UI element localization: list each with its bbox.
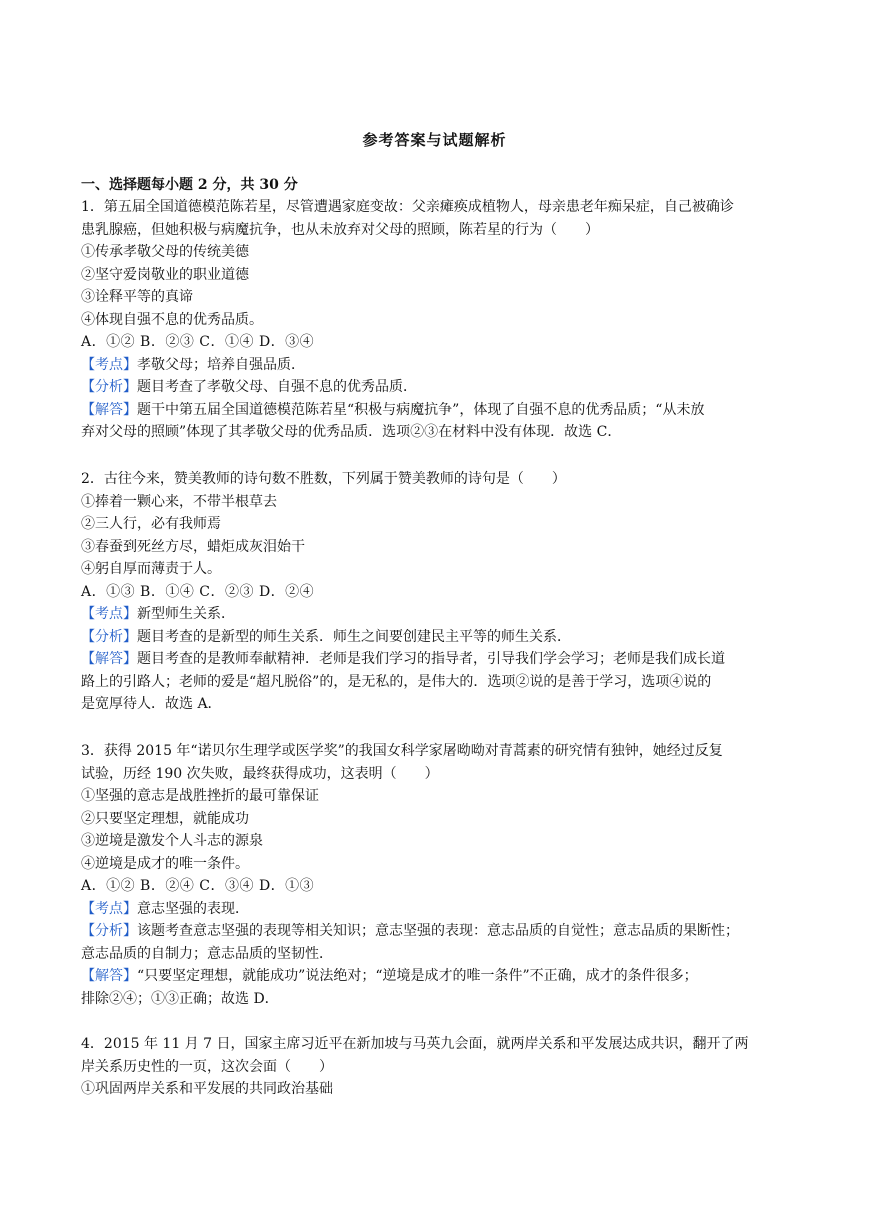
question-item: ②只要坚定理想，就能成功 <box>81 810 249 827</box>
question-item: ③诠释平等的真谛 <box>81 289 193 305</box>
jieda-tag: 【解答】 <box>81 651 137 667</box>
question-item: ②三人行，必有我师焉 <box>81 516 221 532</box>
page-title: 参考答案与试题解析 <box>362 131 507 149</box>
question-item: ①传承孝敬父母的传统美德 <box>81 244 249 260</box>
kaodian-tag: 【考点】 <box>81 356 137 373</box>
fenxi-tag: 【分析】 <box>81 628 137 645</box>
question-item: ②坚守爱岗敬业的职业道德 <box>81 266 249 283</box>
jieda-text: 题干中第五届全国道德模范陈若星“积极与病魔抗争”，体现了自强不息的优秀品质；“从未放 <box>137 401 705 418</box>
question-stem-line: 2．古往今来，赞美教师的诗句数不胜数，下列属于赞美教师的诗句是（ ） <box>81 471 566 487</box>
fenxi-text: 该题考查意志坚强的表现等相关知识；意志坚强的表现：意志品质的自觉性；意志品质的果断性； <box>137 923 739 939</box>
question-item: ①坚强的意志是战胜挫折的最可靠保证 <box>81 788 319 804</box>
question-item: ①巩固两岸关系和平发展的共同政治基础 <box>81 1081 333 1097</box>
question-stem-line: 岸关系历史性的一页，这次会面（ ） <box>81 1058 333 1075</box>
answer-options: A．①② B．②④ C．③④ D．①③ <box>81 878 315 894</box>
jieda-line: 路上的引路人；老师的爱是“超凡脱俗”的，是无私的，是伟大的．选项②说的是善于学习，选项④说的 <box>81 673 712 690</box>
question-stem-line: 1．第五届全国道德模范陈若星，尽管遭遇家庭变故：父亲瘫痪成植物人，母亲患老年痴呆症，自己被确诊 <box>81 199 734 215</box>
kaodian-text: 新型师生关系． <box>137 606 235 622</box>
question-stem-line: 3．获得 2015 年“诺贝尔生理学或医学奖”的我国女科学家屠呦呦对青蒿素的研究情有独钟，她经过反复 <box>81 743 723 759</box>
fenxi-line <box>81 626 793 649</box>
answer-options: A．①③ B．①④ C．②③ D．②④ <box>81 583 315 600</box>
jieda-line <box>81 399 793 422</box>
kaodian-text: 孝敬父母；培养自强品质． <box>137 356 305 373</box>
fenxi-text: 题目考查了孝敬父母、自强不息的优秀品质． <box>137 379 417 395</box>
question-stem-line: 试验，历经 190 次失败，最终获得成功，这表明（ ） <box>81 765 439 782</box>
fenxi-line: 意志品质的自制力；意志品质的坚韧性． <box>81 945 333 962</box>
jieda-line: 是宽厚待人．故选 A． <box>81 696 222 712</box>
question-item: ③春蚕到死丝方尽，蜡炬成灰泪始干 <box>81 538 305 555</box>
fenxi-tag: 【分析】 <box>81 923 137 939</box>
question-item: ④逆境是成才的唯一条件。 <box>81 855 249 872</box>
question-3 <box>81 740 793 1010</box>
kaodian-line <box>81 603 793 626</box>
jieda-text: 题目考查的是教师奉献精神．老师是我们学习的指导者，引导我们学会学习；老师是我们成长道 <box>137 651 725 667</box>
jieda-text: “只要坚定理想，就能成功”说法绝对；“逆境是成才的唯一条件”不正确，成才的条件很多； <box>137 968 698 984</box>
fenxi-line <box>81 376 793 399</box>
kaodian-line <box>81 354 793 377</box>
jieda-line: 弃对父母的照顾”体现了其孝敬父母的优秀品质．选项②③在材料中没有体现．故选 C． <box>81 424 622 440</box>
kaodian-tag: 【考点】 <box>81 900 137 917</box>
jieda-tag: 【解答】 <box>81 401 137 418</box>
fenxi-text: 题目考查的是新型的师生关系．师生之间要创建民主平等的师生关系． <box>137 628 571 645</box>
kaodian-line <box>81 898 793 921</box>
section-heading: 一、选择题每小题 2 分，共 30 分 <box>81 177 298 193</box>
answer-options: A．①② B．②③ C．①④ D．③④ <box>81 334 315 350</box>
question-item: ①捧着一颗心来，不带半根草去 <box>81 493 277 510</box>
jieda-line: 排除②④；①③正确；故选 D． <box>81 990 279 1007</box>
question-stem-line: 患乳腺癌，但她积极与病魔抗争，也从未放弃对父母的照顾，陈若星的行为（ ） <box>81 221 599 238</box>
question-item: ④躬自厚而薄责于人。 <box>81 561 221 577</box>
kaodian-text: 意志坚强的表现． <box>137 900 249 917</box>
question-stem-line: 4．2015 年 11 月 7 日，国家主席习近平在新加坡与马英九会面，就两岸关系和平发展达成共识，翻开了两 <box>81 1036 749 1052</box>
jieda-line <box>81 965 793 988</box>
kaodian-tag: 【考点】 <box>81 606 137 622</box>
question-4 <box>81 1033 793 1101</box>
question-item: ④体现自强不息的优秀品质。 <box>81 311 263 328</box>
jieda-line <box>81 648 793 671</box>
fenxi-tag: 【分析】 <box>81 379 137 395</box>
jieda-tag: 【解答】 <box>81 968 137 984</box>
question-2 <box>81 468 793 716</box>
question-item: ③逆境是激发个人斗志的源泉 <box>81 833 263 849</box>
fenxi-line <box>81 920 793 943</box>
question-1 <box>81 196 793 444</box>
